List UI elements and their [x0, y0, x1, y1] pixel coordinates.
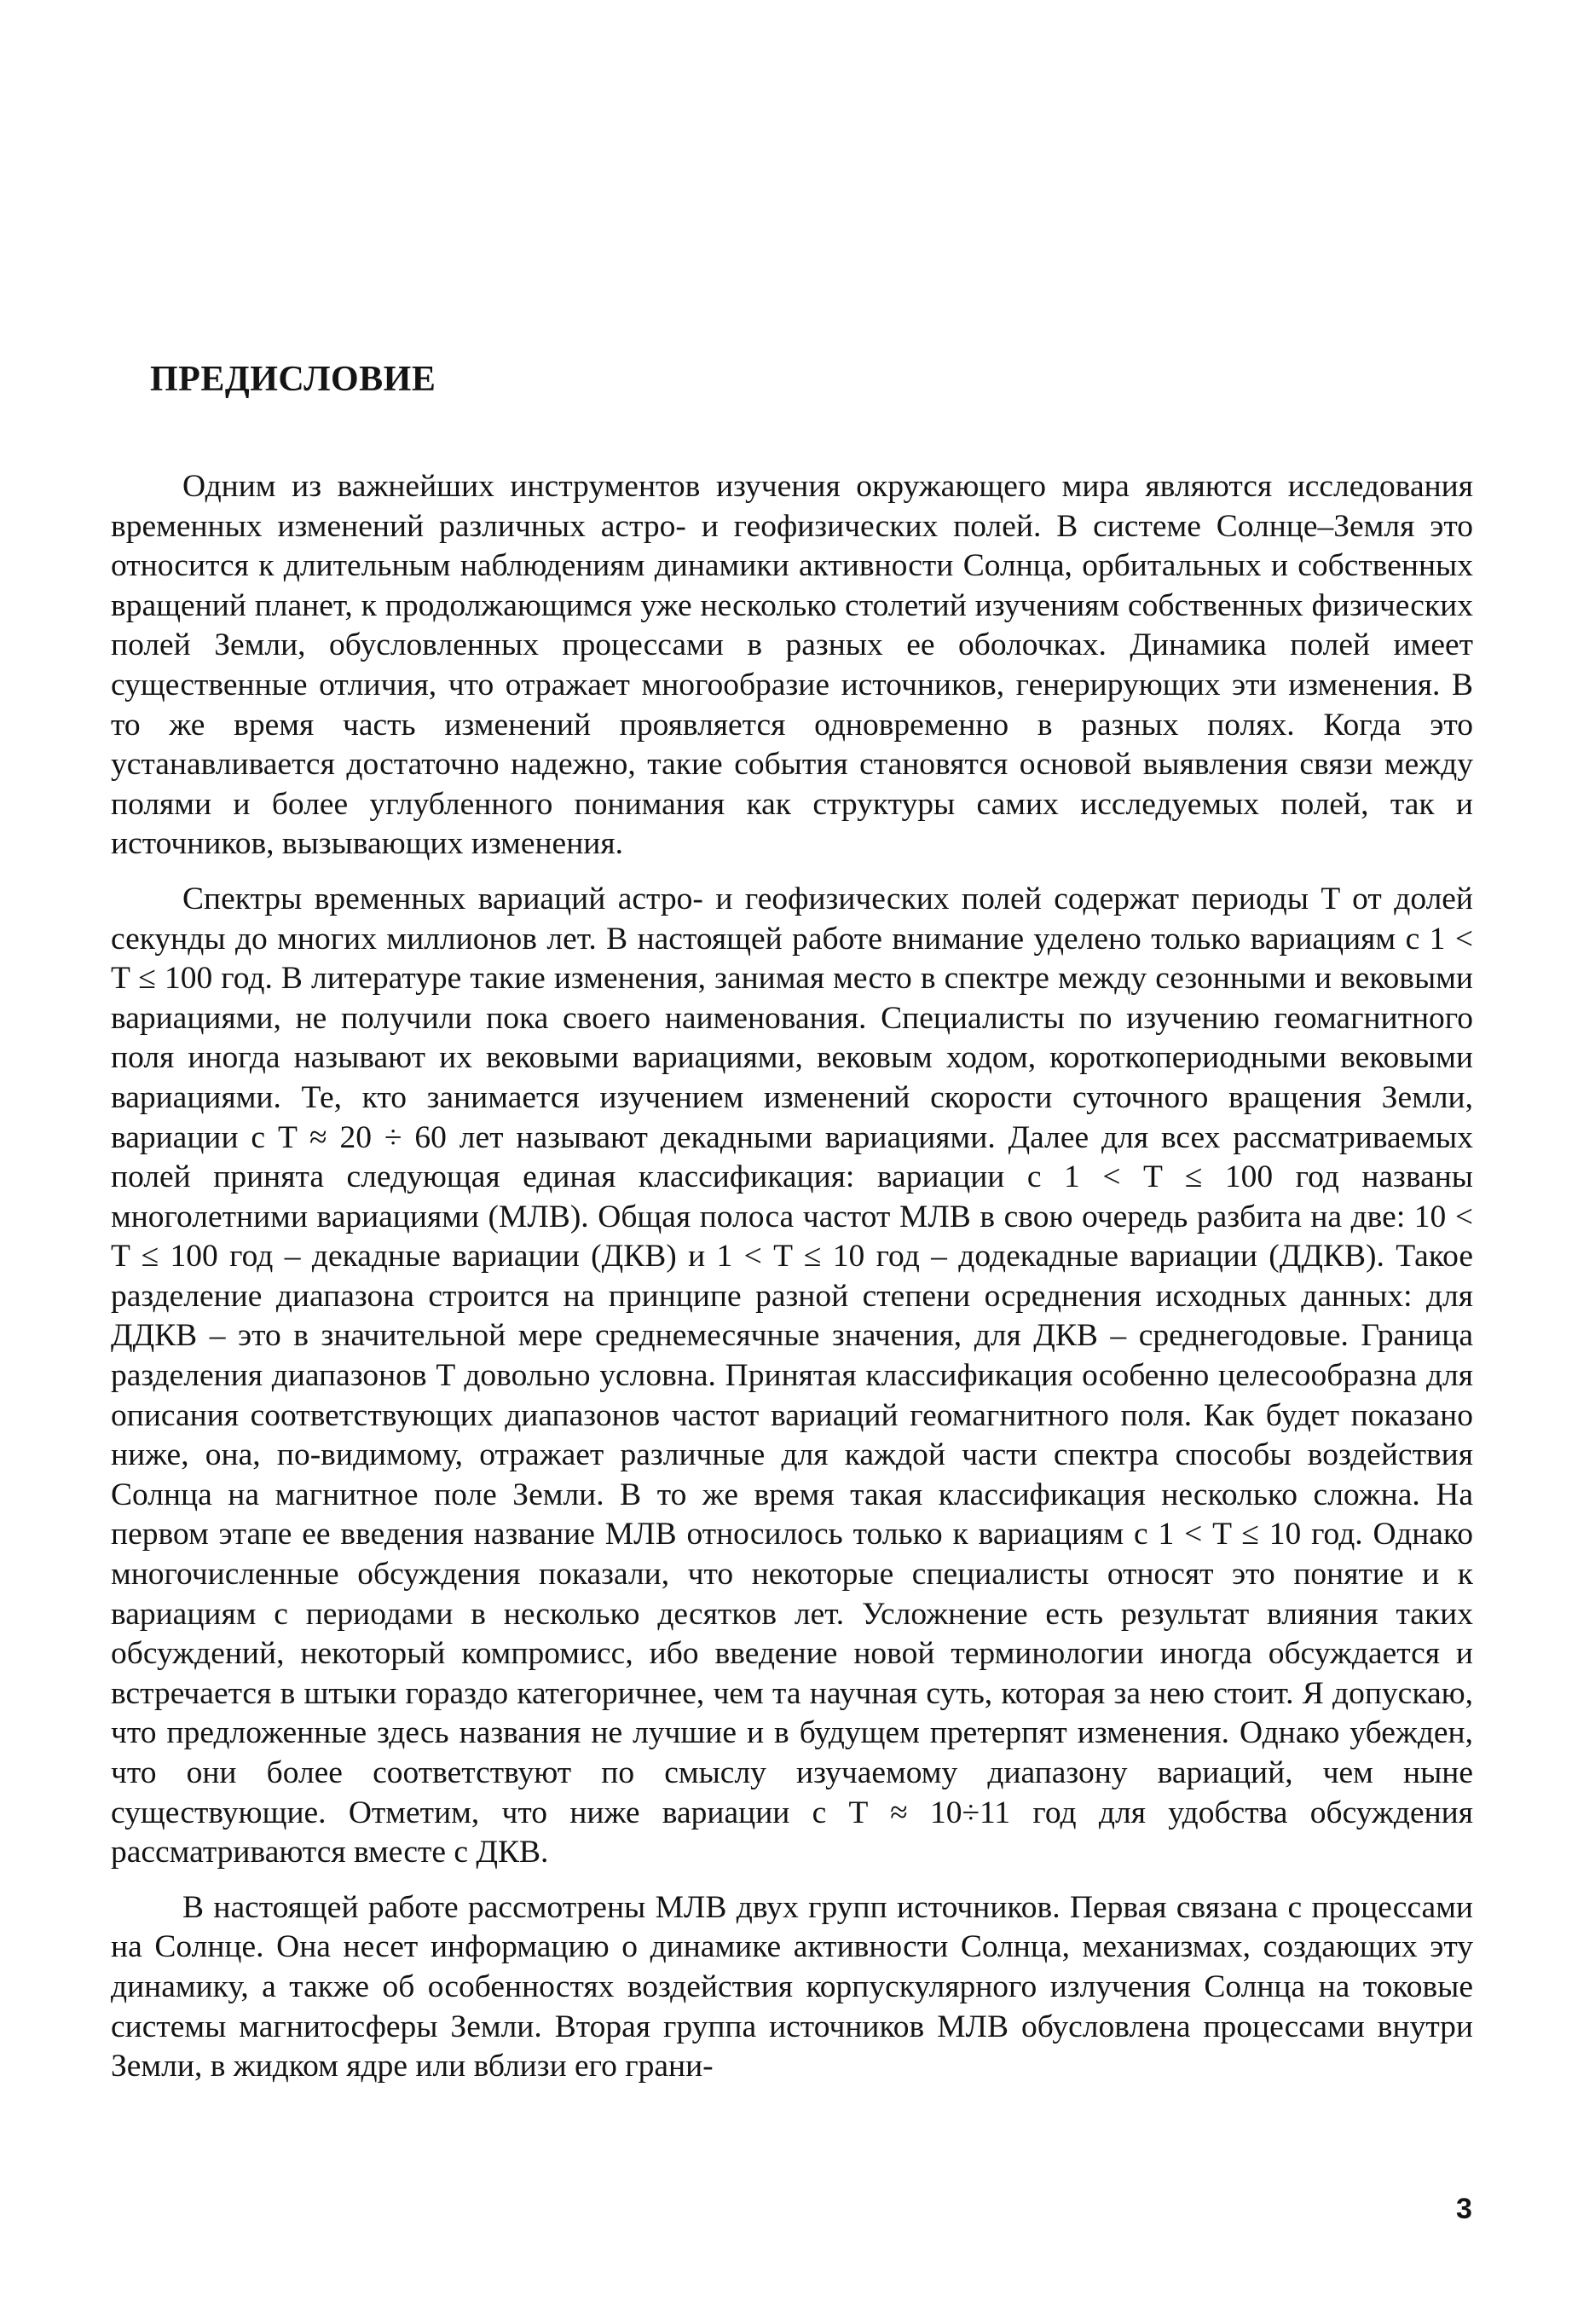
page-heading: ПРЕДИСЛОВИЕ	[150, 360, 436, 399]
paragraph-sources: В настоящей работе рассмотрены МЛВ двух групп источников. Первая связана с процессами на Солнце. Она несет информацию о динамике активности Солнца, механизмах, создающих эту динамику, а также об особенностях воздействия корпускулярного излучения Солнца на токовые системы магнитосферы Земли. Вторая группа источников МЛВ обусловлена процессами внутри Земли, в жидком ядре или вблизи его грани-	[111, 1889, 1473, 2084]
paragraph-classification: Спектры временных вариаций астро- и геофизических полей содержат периоды T от долей секунды до многих миллионов лет. В настоящей работе внимание уделено только вариациям с 1 < T ≤ 100 год. В литературе такие изменения, занимая место в спектре между сезонными и вековыми вариациями, не получили пока своего наименования. Специалисты по изучению геомагнитного поля иногда называют их вековыми вариациями, вековым ходом, короткопериодными вековыми вариациями. Те, кто занимается изучением изменений скорости суточного вращения Земли, вариации с T ≈ 20 ÷ 60 лет называют декадными вариациями. Далее для всех рассматриваемых полей принята следующая единая классификация: вариации с 1 < T ≤ 100 год названы многолетними вариациями (МЛВ). Общая полоса частот МЛВ в свою очередь разбита на две: 10 < T ≤ 100 год – декадные вариации (ДКВ) и 1 < T ≤ 10 год – додекадные вариации (ДДКВ). Такое разделение диапазона строится на принципе разной степени осреднения исходных данных: для ДДКВ – это в значительной мере среднемесячные значения, для ДКВ – среднегодовые. Граница разделения диапазонов T довольно условна. Принятая классификация особенно целесообразна для описания соответствующих диапазонов частот вариаций геомагнитного поля. Как будет показано ниже, она, по-видимому, отражает различные для каждой части спектра способы воздействия Солнца на магнитное поле Земли. В то же время такая классификация несколько сложна. На первом этапе ее введения название МЛВ относилось только к вариациям с 1 < T ≤ 10 год. Однако многочисленные обсуждения показали, что некоторые специалисты относят это понятие и к вариациям с периодами в несколько десятков лет. Усложнение есть результат влияния таких обсуждений, некоторый компромисс, ибо введение новой терминологии иногда обсуждается и встречается в штыки гораздо категоричнее, чем та научная суть, которая за нею стоит. Я допускаю, что предложенные здесь названия не лучшие и в будущем претерпят изменения. Однако убежден, что они более соответствуют по смыслу изучаемому диапазону вариаций, чем ныне существующие. Отметим, что ниже вариации с T ≈ 10÷11 год для удобства обсуждения рассматриваются вместе с ДКВ.	[111, 881, 1473, 1870]
page-number: 3	[1456, 2193, 1472, 2225]
paragraph-intro: Одним из важнейших инструментов изучения окружающего мира являются исследования временных изменений различных астро- и геофизических полей. В системе Солнце–Земля это относится к длительным наблюдениям динамики активности Солнца, орбитальных и собственных вращений планет, к продолжающимся уже несколько столетий изучениям собственных физических полей Земли, обусловленных процессами в разных ее оболочках. Динамика полей имеет существенные отличия, что отражает многообразие источников, генерирующих эти изменения. В то же время часть изменений проявляется одновременно в разных полях. Когда это устанавливается достаточно надежно, такие события становятся основой выявления связи между полями и более углубленного понимания как структуры самих исследуемых полей, так и источников, вызывающих изменения.	[111, 469, 1473, 862]
body-text	[111, 467, 1473, 2087]
